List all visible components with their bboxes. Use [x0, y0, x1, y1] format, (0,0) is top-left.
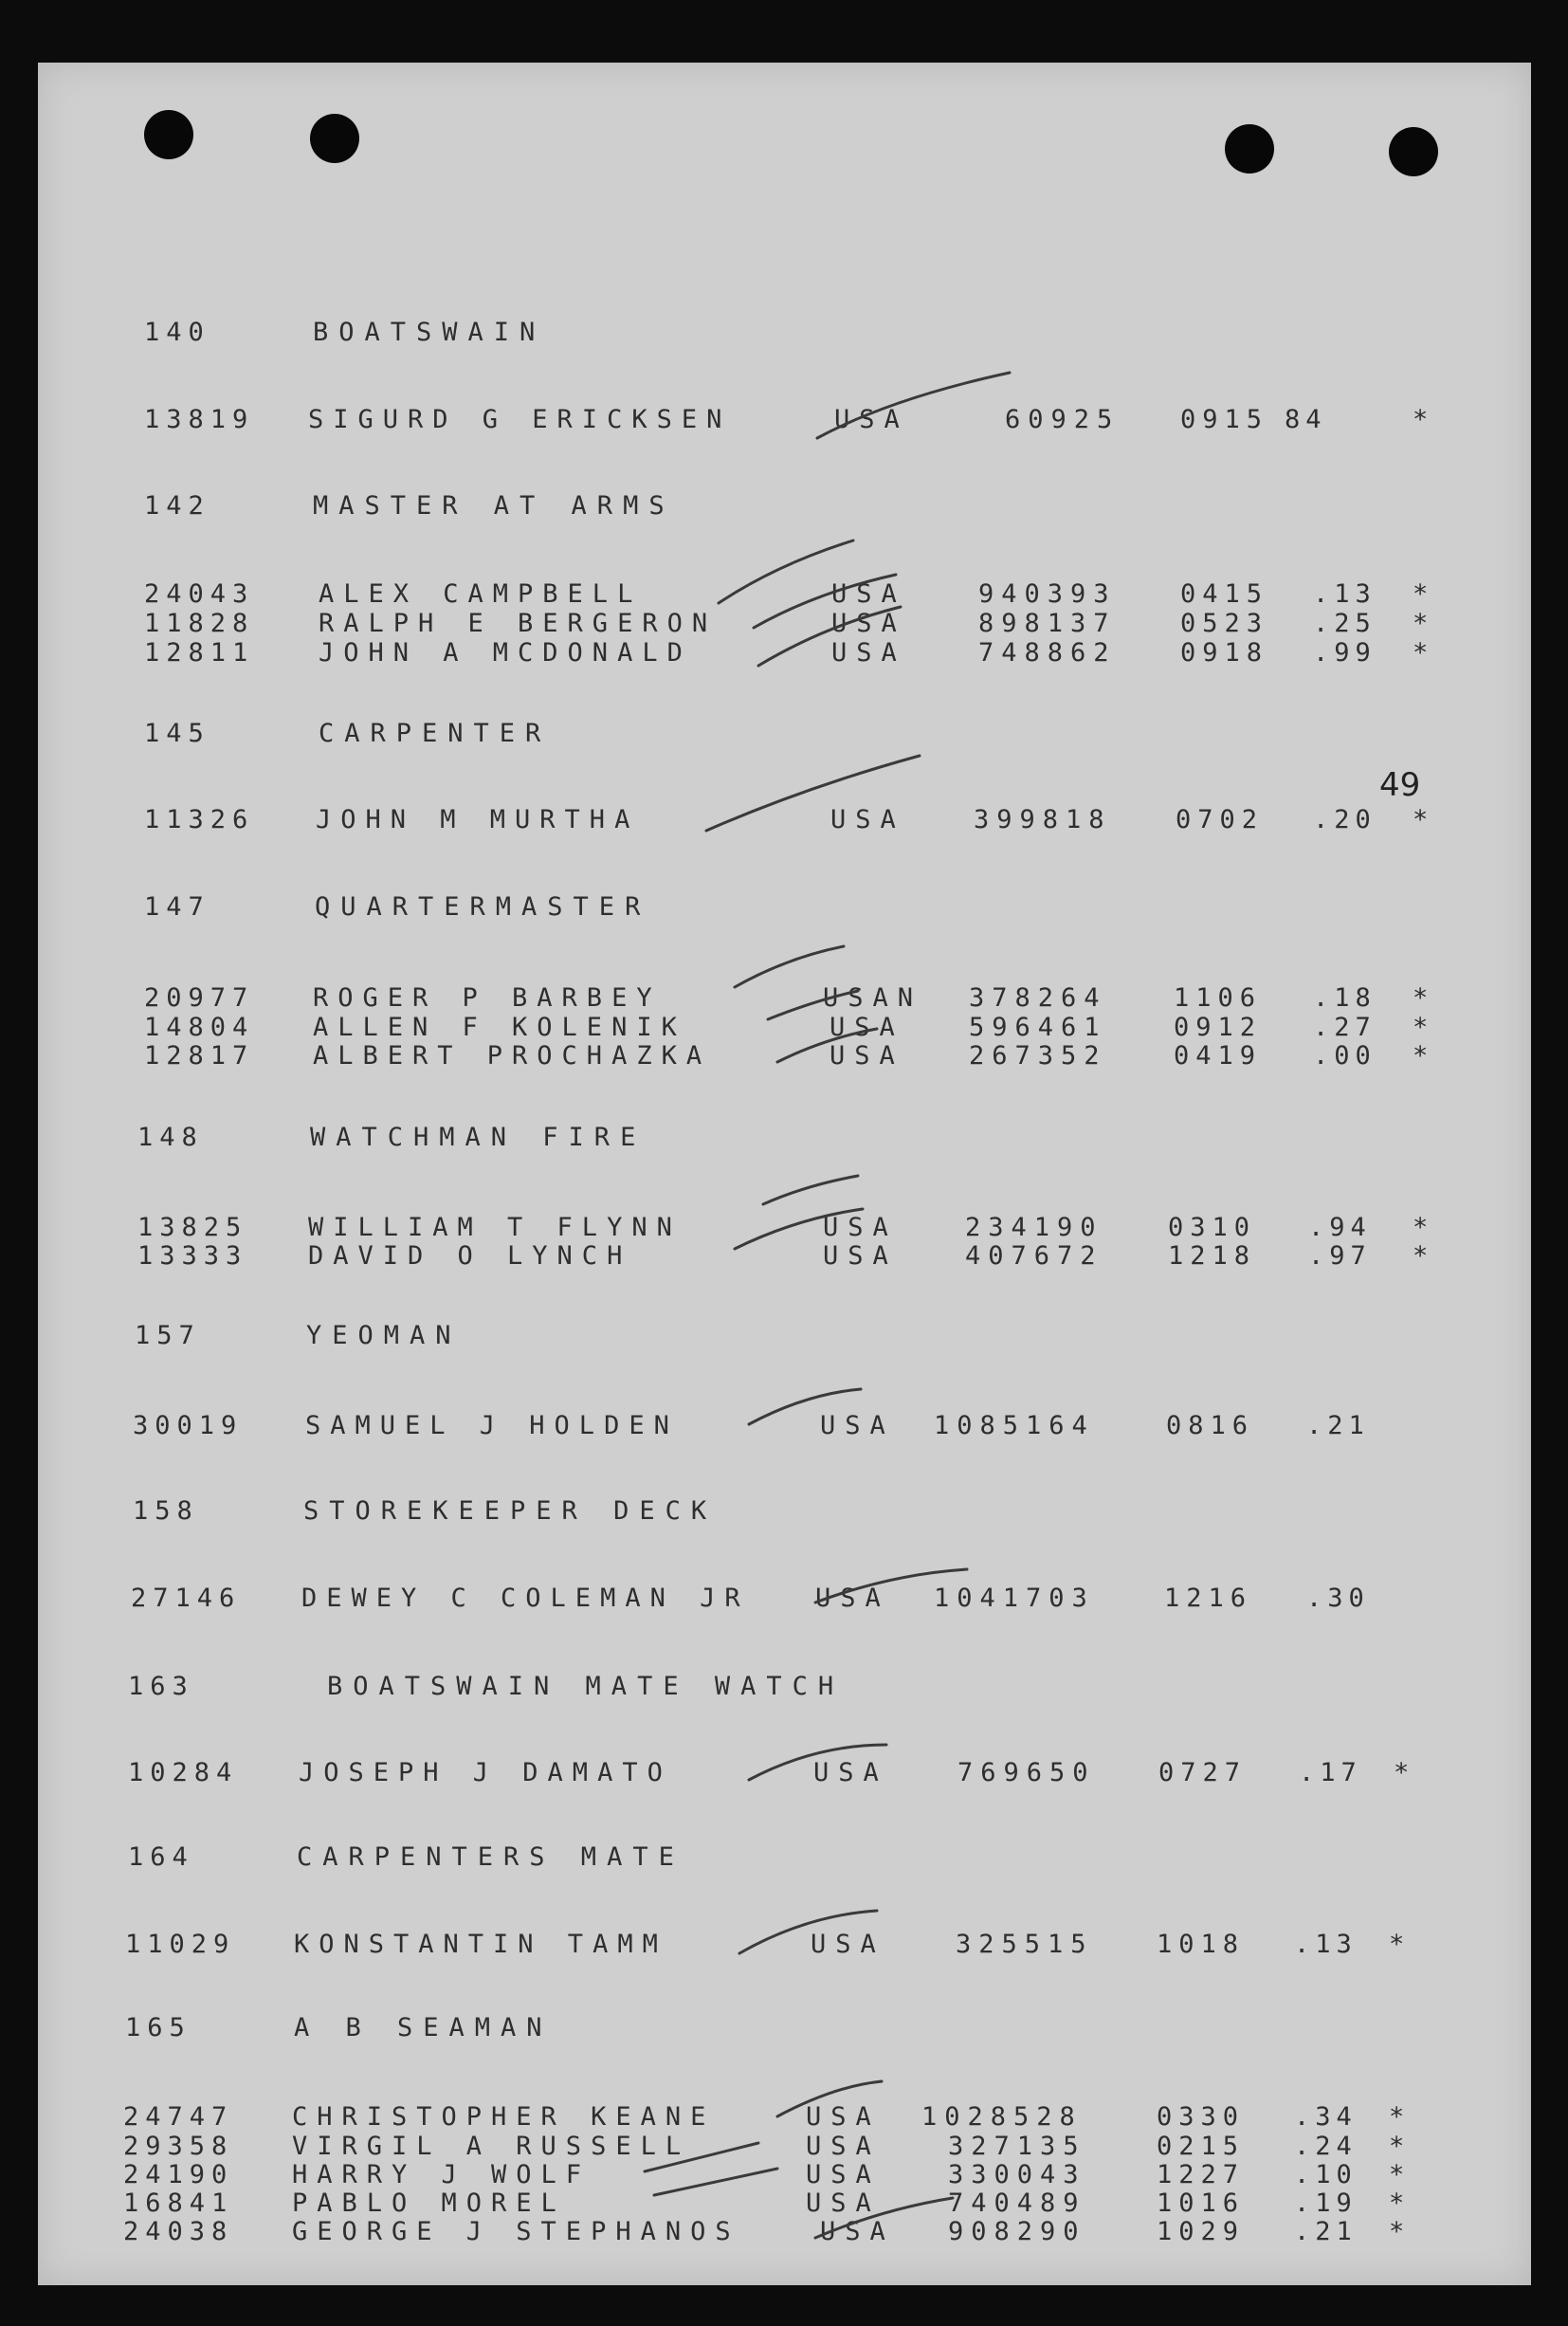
- number: 596461: [969, 1013, 1107, 1042]
- rate: .17: [1299, 1758, 1362, 1787]
- rate: .97: [1308, 1241, 1372, 1271]
- crew-id: 11029: [125, 1930, 236, 1959]
- section-code: 164: [128, 1842, 194, 1872]
- time: 0419: [1174, 1041, 1263, 1071]
- mark: *: [1389, 2189, 1407, 2218]
- check-mark: [768, 991, 858, 1019]
- rate: .00: [1313, 1041, 1377, 1071]
- check-mark: [777, 1029, 877, 1062]
- mark: *: [1413, 579, 1431, 609]
- section-title: CARPENTERS MATE: [297, 1842, 684, 1872]
- crew-name: HARRY J WOLF: [292, 2160, 592, 2189]
- crew-name: ALLEN F KOLENIK: [313, 1013, 686, 1042]
- time: 1029: [1157, 2217, 1246, 2246]
- crew-name: ALEX CAMPBELL: [319, 579, 643, 609]
- citizenship: USAN: [823, 983, 923, 1013]
- crew-id: 30019: [133, 1411, 244, 1440]
- time: 0310: [1168, 1213, 1257, 1242]
- rate: .19: [1294, 2189, 1358, 2218]
- citizenship: USA: [823, 1241, 898, 1271]
- mark: *: [1413, 1241, 1431, 1271]
- time: 0912: [1174, 1013, 1263, 1042]
- rate: .10: [1294, 2160, 1358, 2189]
- crew-id: 27146: [131, 1584, 242, 1613]
- crew-name: WILLIAM T FLYNN: [308, 1213, 682, 1242]
- rate: .94: [1308, 1213, 1372, 1242]
- section-code: 147: [144, 892, 210, 922]
- crew-name: DAVID O LYNCH: [308, 1241, 632, 1271]
- time: 0330: [1157, 2102, 1246, 2132]
- section-title: YEOMAN: [306, 1321, 462, 1350]
- crew-id: 12817: [144, 1041, 255, 1071]
- crew-name: SAMUEL J HOLDEN: [305, 1411, 679, 1440]
- crew-name: SIGURD G ERICKSEN: [308, 405, 732, 434]
- check-mark: [758, 607, 901, 666]
- mark: *: [1413, 638, 1431, 668]
- mark: *: [1413, 1213, 1431, 1242]
- number: 748862: [978, 638, 1117, 668]
- section-title: A B SEAMAN: [294, 2013, 553, 2042]
- rate: .21: [1306, 1411, 1370, 1440]
- citizenship: USA: [834, 405, 909, 434]
- check-mark: [749, 1745, 886, 1780]
- check-mark: [815, 2198, 953, 2238]
- rate: .27: [1313, 1013, 1377, 1042]
- crew-name: RALPH E BERGERON: [319, 609, 718, 638]
- check-mark: [645, 2143, 758, 2171]
- section-code: 148: [137, 1123, 204, 1152]
- number: 898137: [978, 609, 1117, 638]
- citizenship: USA: [830, 1041, 904, 1071]
- crew-id: 24038: [123, 2217, 234, 2246]
- section-title: BOATSWAIN: [313, 318, 546, 347]
- rate: .20: [1313, 805, 1377, 834]
- rate: .13: [1313, 579, 1377, 609]
- rate: 84: [1285, 405, 1327, 434]
- crew-id: 13819: [144, 405, 255, 434]
- citizenship: USA: [831, 638, 906, 668]
- mark: *: [1413, 805, 1431, 834]
- citizenship: USA: [806, 2132, 881, 2161]
- crew-name: ALBERT PROCHAZKA: [313, 1041, 712, 1071]
- time: 1216: [1164, 1584, 1253, 1613]
- number: 327135: [948, 2132, 1086, 2161]
- number: 325515: [956, 1930, 1094, 1959]
- time: 0918: [1180, 638, 1269, 668]
- crew-id: 20977: [144, 983, 255, 1013]
- rate: .34: [1294, 2102, 1358, 2132]
- crew-id: 13333: [137, 1241, 248, 1271]
- check-mark: [654, 2169, 777, 2195]
- crew-id: 24747: [123, 2102, 234, 2132]
- time: 1106: [1174, 983, 1263, 1013]
- section-code: 142: [144, 491, 210, 521]
- citizenship: USA: [831, 579, 906, 609]
- crew-name: CHRISTOPHER KEANE: [292, 2102, 716, 2132]
- check-mark: [739, 1911, 877, 1953]
- number: 769650: [957, 1758, 1096, 1787]
- mark: *: [1413, 609, 1431, 638]
- time: 0215: [1157, 2132, 1246, 2161]
- rate: .30: [1306, 1584, 1370, 1613]
- citizenship: USA: [830, 1013, 904, 1042]
- crew-name: JOHN A MCDONALD: [319, 638, 692, 668]
- section-code: 157: [135, 1321, 201, 1350]
- citizenship: USA: [823, 1213, 898, 1242]
- section-code: 145: [144, 719, 210, 748]
- section-title: BOATSWAIN MATE WATCH: [327, 1672, 845, 1701]
- section-title: MASTER AT ARMS: [313, 491, 675, 521]
- crew-id: 16841: [123, 2189, 234, 2218]
- check-mark: [735, 946, 844, 987]
- crew-id: 24190: [123, 2160, 234, 2189]
- crew-id: 10284: [128, 1758, 239, 1787]
- mark: *: [1413, 983, 1431, 1013]
- citizenship: USA: [815, 1584, 890, 1613]
- section-code: 140: [144, 318, 210, 347]
- check-mark: [706, 756, 920, 831]
- mark: *: [1394, 1758, 1412, 1787]
- crew-name: PABLO MOREL: [292, 2189, 566, 2218]
- rate: .18: [1313, 983, 1377, 1013]
- check-mark: [763, 1176, 858, 1204]
- mark: *: [1389, 2160, 1407, 2189]
- time: 1218: [1168, 1241, 1257, 1271]
- crew-id: 11326: [144, 805, 255, 834]
- citizenship: USA: [806, 2160, 881, 2189]
- page-number: 49: [1379, 766, 1421, 804]
- citizenship: USA: [831, 609, 906, 638]
- crew-id: 11828: [144, 609, 255, 638]
- mark: *: [1413, 1013, 1431, 1042]
- citizenship: USA: [806, 2189, 881, 2218]
- time: 1018: [1157, 1930, 1246, 1959]
- number: 60925: [1005, 405, 1121, 434]
- mark: *: [1413, 405, 1431, 434]
- check-mark: [749, 1389, 861, 1424]
- rate: .13: [1294, 1930, 1358, 1959]
- crew-id: 29358: [123, 2132, 234, 2161]
- citizenship: USA: [830, 805, 905, 834]
- rate: .24: [1294, 2132, 1358, 2161]
- check-mark: [754, 575, 896, 628]
- citizenship: USA: [820, 1411, 895, 1440]
- crew-id: 13825: [137, 1213, 248, 1242]
- number: 1041703: [934, 1584, 1095, 1613]
- number: 1085164: [934, 1411, 1095, 1440]
- section-code: 163: [128, 1672, 194, 1701]
- rate: .21: [1294, 2217, 1358, 2246]
- mark: *: [1389, 2132, 1407, 2161]
- number: 234190: [965, 1213, 1103, 1242]
- time: 0415: [1180, 579, 1269, 609]
- check-mark: [817, 373, 1010, 438]
- time: 0727: [1158, 1758, 1248, 1787]
- citizenship: USA: [820, 2217, 895, 2246]
- crew-name: KONSTANTIN TAMM: [294, 1930, 667, 1959]
- check-mark: [815, 1569, 967, 1603]
- crew-name: GEORGE J STEPHANOS: [292, 2217, 740, 2246]
- crew-name: JOHN M MURTHA: [316, 805, 640, 834]
- number: 940393: [978, 579, 1117, 609]
- time: 1227: [1157, 2160, 1246, 2189]
- citizenship: USA: [811, 1930, 885, 1959]
- time: 1016: [1157, 2189, 1246, 2218]
- mark: *: [1389, 2217, 1407, 2246]
- rate: .25: [1313, 609, 1377, 638]
- crew-id: 14804: [144, 1013, 255, 1042]
- number: 908290: [948, 2217, 1086, 2246]
- crew-id: 24043: [144, 579, 255, 609]
- number: 378264: [969, 983, 1107, 1013]
- mark: *: [1389, 2102, 1407, 2132]
- number: 407672: [965, 1241, 1103, 1271]
- time: 0816: [1166, 1411, 1255, 1440]
- check-mark: [735, 1209, 863, 1249]
- rate: .99: [1313, 638, 1377, 668]
- section-title: WATCHMAN FIRE: [310, 1123, 647, 1152]
- section-title: CARPENTER: [319, 719, 552, 748]
- number: 330043: [948, 2160, 1086, 2189]
- crew-name: JOSEPH J DAMATO: [299, 1758, 672, 1787]
- number: 1028528: [921, 2102, 1083, 2132]
- number: 267352: [969, 1041, 1107, 1071]
- time: 0915: [1180, 405, 1269, 434]
- citizenship: USA: [806, 2102, 881, 2132]
- section-code: 165: [125, 2013, 191, 2042]
- mark: *: [1413, 1041, 1431, 1071]
- section-title: STOREKEEPER DECK: [303, 1496, 718, 1526]
- number: 740489: [948, 2189, 1086, 2218]
- crew-name: ROGER P BARBEY: [313, 983, 662, 1013]
- crew-name: VIRGIL A RUSSELL: [292, 2132, 691, 2161]
- number: 399818: [974, 805, 1112, 834]
- citizenship: USA: [813, 1758, 888, 1787]
- section-title: QUARTERMASTER: [315, 892, 651, 922]
- check-mark: [777, 2081, 882, 2116]
- time: 0702: [1176, 805, 1265, 834]
- mark: *: [1389, 1930, 1407, 1959]
- section-code: 158: [133, 1496, 199, 1526]
- crew-id: 12811: [144, 638, 255, 668]
- time: 0523: [1180, 609, 1269, 638]
- crew-name: DEWEY C COLEMAN JR: [301, 1584, 750, 1613]
